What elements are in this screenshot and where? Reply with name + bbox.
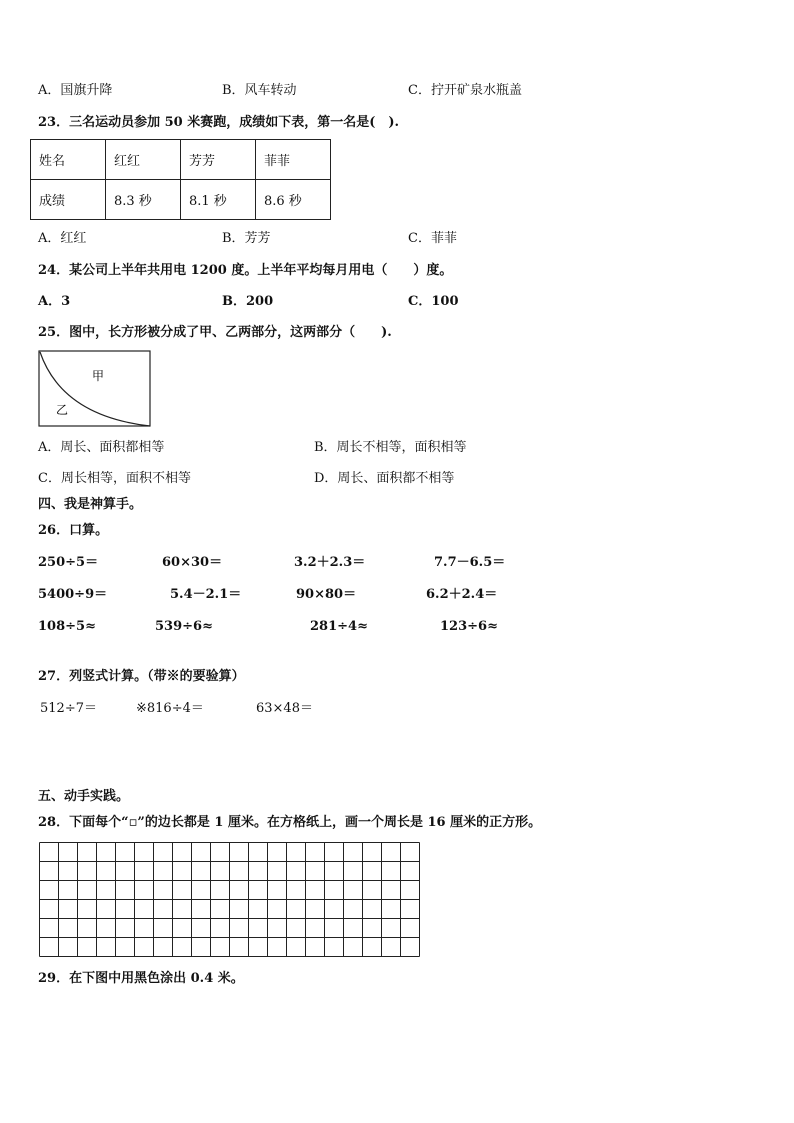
- q26-item: 3.2＋2.3＝: [294, 555, 366, 570]
- q25-option-a: A．周长、面积都相等: [38, 440, 165, 455]
- table-row: [31, 180, 331, 220]
- q25-question: 25．图中，长方形被分成了甲、乙两部分，这两部分（ ).: [38, 325, 392, 340]
- table-cell: 芳芳: [181, 140, 256, 180]
- q27-item: 512÷7＝: [40, 701, 97, 716]
- q26-item: 539÷6≈: [155, 619, 213, 634]
- q25-option-d: D．周长、面积都不相等: [314, 471, 455, 486]
- q25-rectangle-figure: [38, 350, 152, 428]
- q26-item: 5400÷9＝: [38, 587, 108, 602]
- q24-option-b: B．200: [222, 294, 274, 309]
- q27-question: 27．列竖式计算。（带※的要验算）: [38, 669, 245, 684]
- q23-option-c: C．菲菲: [408, 231, 457, 246]
- table-cell: 8.1 秒: [181, 180, 256, 220]
- q25-option-c: C．周长相等，面积不相等: [38, 471, 191, 486]
- table-cell: 8.3 秒: [106, 180, 181, 220]
- q26-item: 281÷4≈: [310, 619, 368, 634]
- q26-item: 6.2＋2.4＝: [426, 587, 498, 602]
- table-cell: 菲菲: [256, 140, 331, 180]
- q22-option-c: C．拧开矿泉水瓶盖: [408, 83, 522, 98]
- q27-item: 63×48＝: [256, 701, 313, 716]
- q24-question: 24．某公司上半年共用电 1200 度。上半年平均每月用电（ ）度。: [38, 263, 453, 278]
- q25-option-b: B．周长不相等，面积相等: [314, 440, 467, 455]
- table-cell: 姓名: [31, 140, 106, 180]
- q26-item: 5.4－2.1＝: [170, 587, 242, 602]
- table-row: [31, 140, 331, 180]
- table-cell: 红红: [106, 140, 181, 180]
- q26-item: 60×30＝: [162, 555, 223, 570]
- region-yi-label: 乙: [56, 403, 69, 417]
- q26-item: 108÷5≈: [38, 619, 96, 634]
- q22-option-b: B．风车转动: [222, 83, 297, 98]
- table-cell: 8.6 秒: [256, 180, 331, 220]
- q28-square-grid: [39, 842, 420, 959]
- section-4-title: 四、我是神算手。: [38, 497, 143, 512]
- q29-question: 29．在下图中用黑色涂出 0.4 米。: [38, 971, 244, 986]
- table-cell: 成绩: [31, 180, 106, 220]
- q26-item: 250÷5＝: [38, 555, 99, 570]
- q26-item: 7.7－6.5＝: [434, 555, 506, 570]
- q27-item: ※816÷4＝: [136, 701, 204, 716]
- q26-question: 26．口算。: [38, 523, 109, 538]
- q24-option-a: A．3: [38, 294, 71, 309]
- q26-item: 90×80＝: [296, 587, 357, 602]
- q23-question: 23．三名运动员参加 50 米赛跑，成绩如下表，第一名是( ).: [38, 115, 400, 130]
- q22-option-a: A．国旗升降: [38, 83, 113, 98]
- q26-item: 123÷6≈: [440, 619, 498, 634]
- q28-question: 28．下面每个“▫”的边长都是 1 厘米。在方格纸上，画一个周长是 16 厘米的正方形。: [38, 815, 542, 830]
- q23-score-table: [30, 139, 331, 220]
- q23-option-b: B．芳芳: [222, 231, 271, 246]
- region-jia-label: 甲: [92, 369, 105, 383]
- section-5-title: 五、动手实践。: [38, 789, 130, 804]
- q23-option-a: A．红红: [38, 231, 87, 246]
- q24-option-c: C．100: [408, 294, 459, 309]
